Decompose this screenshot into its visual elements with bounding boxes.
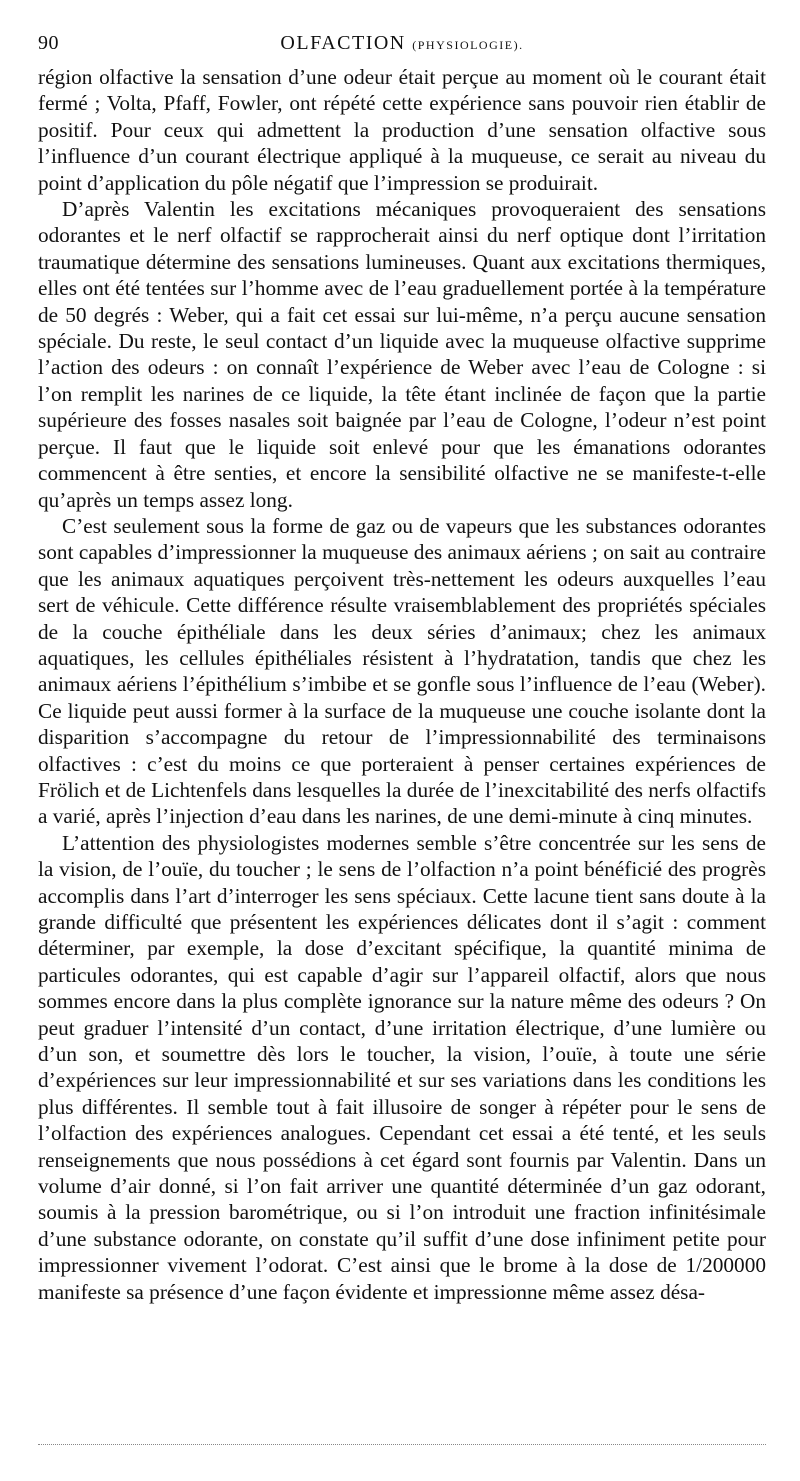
running-title-main: OLFACTION [280, 32, 406, 54]
running-title [38, 32, 766, 55]
running-header [38, 32, 766, 58]
body-text [38, 64, 766, 1305]
paragraph: L’attention des physiologistes modernes semble s’être concentrée sur les sens de la vision, de l’ouïe, du toucher ; le sens de l’olfaction n’a point bénéficié des progrès accomplis dans l’art d’interroger les sens spéciaux. Cette lacune tient sans doute à la grande difficulté que présentent les expériences délicates dont il s’agit : comment déterminer, par exemple, la dose d’excitant spécifique, la quantité minima de particules odorantes, qui est capable d’agir sur l’appareil olfactif, alors que nous sommes encore dans la plus complète ignorance sur la nature même des odeurs ? On peut graduer l’intensité d’un contact, d’une irritation électrique, d’une lumière ou d’un son, et soumettre dès lors le toucher, la vision, l’ouïe, à toute une série d’expériences sur leur impressionnabilité et sur ses variations dans les conditions les plus différentes. Il semble tout à fait illusoire de songer à répéter pour le sens de l’olfaction des expériences analogues. Cependant cet essai a été tenté, et les seuls renseignements que nous possédions à cet égard sont fournis par Valentin. Dans un volume d’air donné, si l’on fait arriver une quantité déterminée d’un gaz odorant, soumis à la pression barométrique, ou si l’on introduit une fraction infinitésimale d’une substance odorante, on constate qu’il suffit d’une dose infiniment petite pour impressionner vivement l’odorat. C’est ainsi que le brome à la dose de 1/200000 manifeste sa présence d’une façon évidente et impressionne même assez désa- [38, 830, 766, 1304]
paragraph-continued: région olfactive la sensation d’une odeur était perçue au moment où le courant était fermé ; Volta, Pfaff, Fowler, ont répété cette expérience sans pouvoir rien établir de positif. Pour ceux qui admettent la production d’une sensation olfactive sous l’influence d’un courant électrique appliqué à la muqueuse, ce serait au niveau du point d’application du pôle négatif que l’impression se produirait. [38, 65, 766, 195]
paragraph: C’est seulement sous la forme de gaz ou de vapeurs que les substances odorantes sont capables d’impressionner la muqueuse des animaux aériens ; on sait au contraire que les animaux aquatiques perçoivent très-nettement les odeurs auxquelles l’eau sert de véhicule. Cette différence résulte vraisemblablement des propriétés spéciales de la couche épithéliale dans les deux séries d’animaux; chez les animaux aquatiques, les cellules épithéliales résistent à l’hydratation, tandis que chez les animaux aériens l’épithélium s’imbibe et se gonfle sous l’influence de l’eau (Weber). Ce liquide peut aussi former à la surface de la muqueuse une couche isolante dont la disparition s’accompagne du retour de l’impressionnabilité des terminaisons olfactives : c’est du moins ce que porteraient à penser certaines expériences de Frölich et de Lichtenfels dans lesquelles la durée de l’inexcitabilité des nerfs olfactifs a varié, après l’injection d’eau dans les narines, de une demi-minute à cinq minutes. [38, 513, 766, 829]
footer-dotted-rule [38, 1444, 766, 1445]
paragraph: D’après Valentin les excitations mécaniques provoqueraient des sensations odorantes et le nerf olfactif se rapprocherait ainsi du nerf optique dont l’irritation traumatique détermine des sensations lumineuses. Quant aux excitations thermiques, elles ont été tentées sur l’homme avec de l’eau graduellement portée à la température de 50 degrés : Weber, qui a fait cet essai sur lui-même, n’a perçu aucune sensation spéciale. Du reste, le seul contact d’un liquide avec la muqueuse olfactive supprime l’action des odeurs : on connaît l’expérience de Weber avec l’eau de Cologne : si l’on remplit les narines de ce liquide, la tête étant inclinée de façon que la partie supérieure des fosses nasales soit baignée par l’eau de Cologne, l’odeur n’est point perçue. Il faut que le liquide soit enlevé pour que les émanations odorantes commencent à être senties, et encore la sensibilité olfactive ne se manifeste-t-elle qu’après un temps assez long. [38, 197, 766, 512]
running-title-sub: (PHYSIOLOGIE). [412, 38, 524, 52]
page-number: 90 [38, 32, 59, 54]
